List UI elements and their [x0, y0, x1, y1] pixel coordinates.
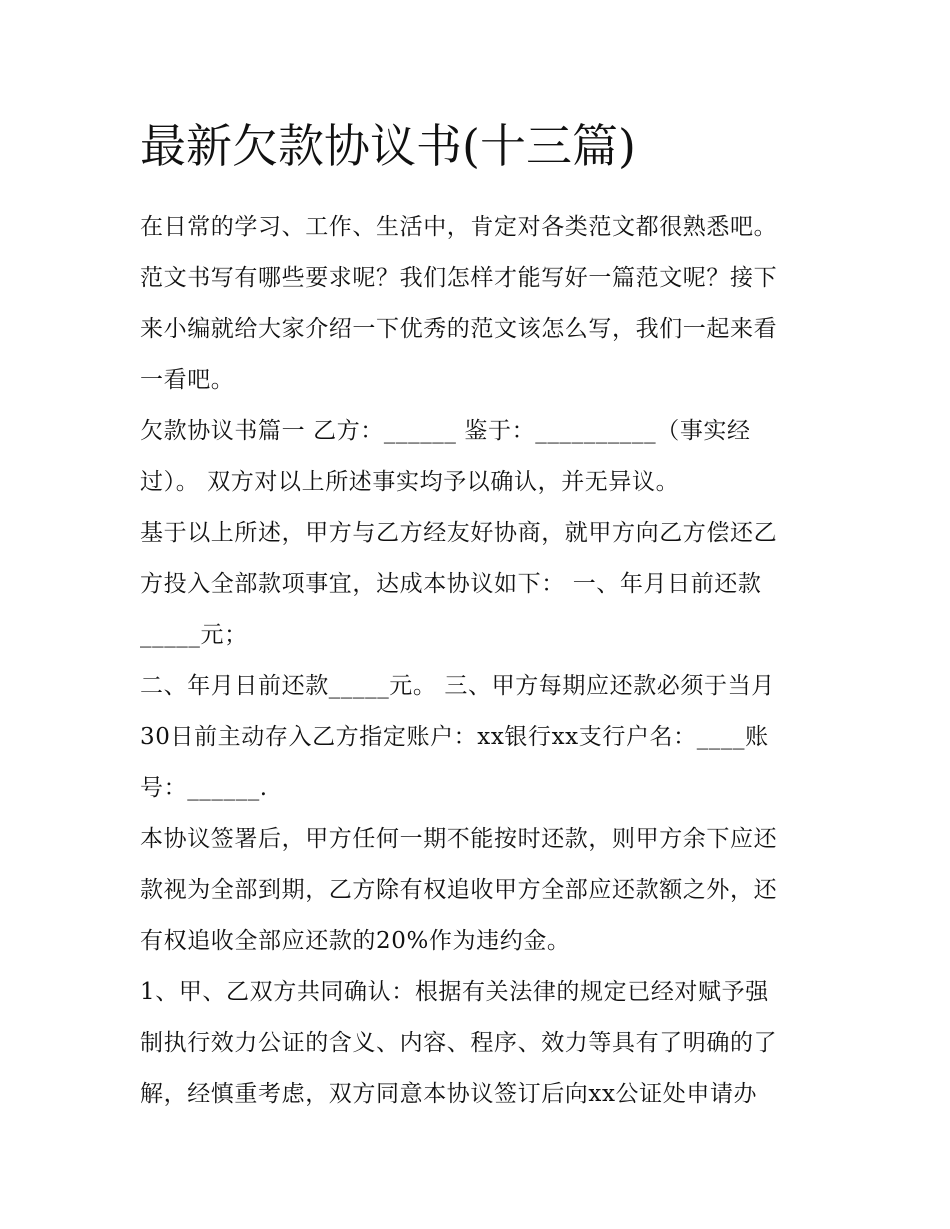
body-line: 有权追收全部应还款的20%作为违约金。 — [140, 928, 571, 954]
body-line: 欠款协议书篇一 乙方：______ 鉴于：__________（事实经 — [140, 418, 751, 444]
body-line: 过）。 双方对以上所述事实均予以确认，并无异议。 — [140, 469, 680, 495]
body-line: 本协议签署后，甲方任何一期不能按时还款，则甲方余下应还 — [140, 826, 778, 852]
body-line: 1、甲、乙双方共同确认：根据有关法律的规定已经对赋予强 — [140, 979, 769, 1005]
body-line: 范文书写有哪些要求呢？我们怎样才能写好一篇范文呢？接下 — [140, 265, 778, 291]
body-line: 二、年月日前还款_____元。 三、甲方每期应还款必须于当月 — [140, 673, 775, 699]
body-line: _____元； — [140, 622, 248, 648]
body-line: 基于以上所述，甲方与乙方经友好协商，就甲方向乙方偿还乙 — [140, 520, 778, 546]
document-body — [140, 202, 820, 1120]
body-line: 来小编就给大家介绍一下优秀的范文该怎么写，我们一起来看 — [140, 316, 778, 342]
body-line: 方投入全部款项事宜，达成本协议如下： 一、年月日前还款 — [140, 571, 762, 597]
body-line: 30日前主动存入乙方指定账户：xx银行xx支行户名：____账 — [140, 724, 769, 750]
body-line: 在日常的学习、工作、生活中，肯定对各类范文都很熟悉吧。 — [140, 214, 778, 240]
body-line: 款视为全部到期，乙方除有权追收甲方全部应还款额之外，还 — [140, 877, 778, 903]
document-page — [140, 112, 820, 1120]
body-line: 制执行效力公证的含义、内容、程序、效力等具有了明确的了 — [140, 1030, 778, 1056]
body-line: 解，经慎重考虑，双方同意本协议签订后向xx公证处申请办 — [140, 1081, 758, 1107]
document-title: 最新欠款协议书(十三篇) — [140, 119, 636, 173]
body-line: 一看吧。 — [140, 367, 235, 393]
body-line: 号：______. — [140, 775, 268, 801]
